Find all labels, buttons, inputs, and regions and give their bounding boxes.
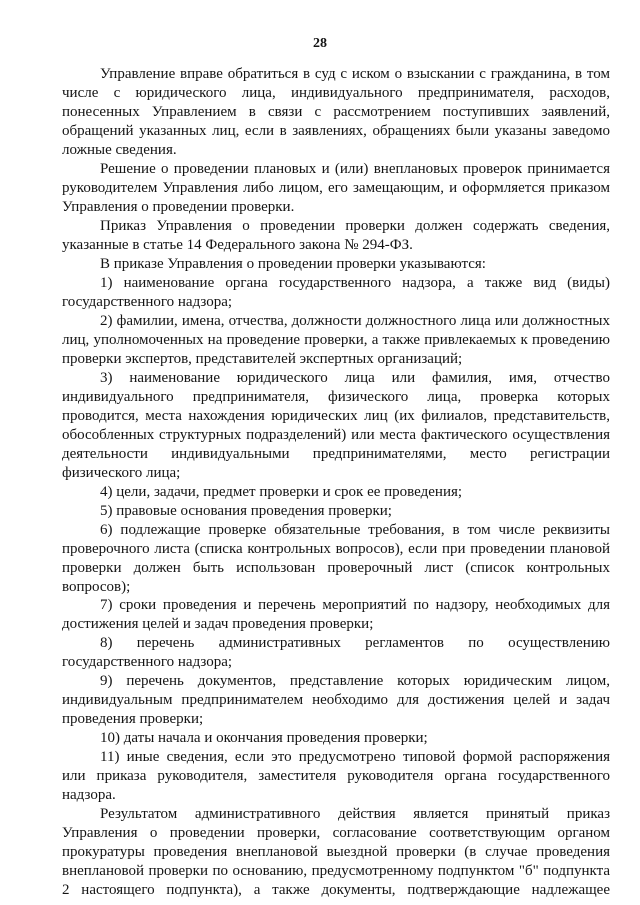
text-line: физического лица;	[62, 464, 181, 481]
text-line: руководителем Управления либо лицом, его замещающим, и оформляется приказом	[62, 179, 610, 196]
text-line: 9) перечень документов, представление которых юридическим лицом,	[100, 673, 610, 690]
text-line: ложные сведения.	[62, 141, 177, 158]
text-line: 4) цели, задачи, предмет проверки и срок ее проведения;	[100, 483, 463, 500]
text-line: деятельности индивидуальными предпринимателями, место регистрации	[62, 445, 610, 462]
text-line: достижения целей и задач проведения проверки;	[62, 616, 374, 633]
text-line: Решение о проведении плановых и (или) внеплановых проверок принимается	[100, 160, 610, 177]
text-line: проверочного листа (списка контрольных вопросов), если при проведении плановой	[62, 540, 610, 557]
text-line: 2) фамилии, имена, отчества, должности должностного лица или должностных	[100, 312, 610, 329]
text-line: проводится, места нахождения юридических лиц (их филиалов, представительств,	[62, 407, 610, 424]
text-line: 5) правовые основания проведения проверки;	[100, 502, 392, 519]
text-line: 11) иные сведения, если это предусмотрено типовой формой распоряжения	[100, 749, 610, 766]
text-line: 1) наименование органа государственного надзора, а также вид (виды)	[100, 274, 610, 291]
text-line: Приказ Управления о проведении проверки должен содержать сведения,	[100, 217, 610, 234]
text-line: Управление вправе обратиться в суд с иском о взыскании с гражданина, в том	[100, 66, 610, 82]
text-line: проверки экспертов, представителей экспертных организаций;	[62, 350, 463, 367]
text-line: проверки должен быть использован проверочный лист (список контрольных	[62, 559, 610, 576]
text-line: или приказа руководителя, заместителя руководителя органа государственного	[62, 768, 610, 785]
text-line: В приказе Управления о проведении проверки указываются:	[100, 255, 486, 272]
text-line: указанные в статье 14 Федерального закона № 294-ФЗ.	[62, 236, 413, 253]
text-line: проведения проверки;	[62, 711, 204, 728]
text-line: 3) наименование юридического лица или фамилия, имя, отчество	[100, 369, 610, 386]
text-line: 2 настоящего подпункта), а также документы, подтверждающие надлежащее	[62, 882, 610, 899]
text-line: Результатом административного действия является принятый приказ	[100, 806, 610, 823]
text-line: государственного надзора;	[62, 654, 233, 671]
text-line: индивидуальным предпринимателем необходимо для достижения целей и задач	[62, 692, 610, 709]
text-line: Управления о проведении проверки.	[62, 198, 295, 215]
page-number: 28	[313, 36, 327, 51]
text-line: 7) сроки проведения и перечень мероприятий по надзору, необходимых для	[100, 597, 610, 614]
text-line: числе с юридического лица, индивидуального предпринимателя, расходов,	[62, 85, 610, 101]
text-line: индивидуального предпринимателя, физического лица, проверка которых	[62, 388, 610, 405]
text-line: обособленных структурных подразделений) или места фактического осуществления	[62, 426, 610, 443]
text-line: понесенных Управлением в связи с рассмотрением поступивших заявлений,	[62, 104, 610, 120]
text-line: 8) перечень административных регламентов по осуществлению	[100, 635, 610, 652]
text-line: Управления о проведении проверки, согласование соответствующим органом	[62, 825, 610, 842]
text-line: обращений указанных лиц, если в заявлениях, обращениях были указаны заведомо	[62, 122, 610, 139]
text-line: 6) подлежащие проверке обязательные требования, в том числе реквизиты	[100, 521, 610, 538]
text-line: 10) даты начала и окончания проведения проверки;	[100, 730, 428, 747]
text-line: лиц, уполномоченных на проведение проверки, а также привлекаемых к проведению	[62, 331, 610, 348]
text-line: прокуратуры проведения внеплановой выездной проверки (в случае проведения	[62, 844, 610, 861]
text-line: внеплановой проверки по основанию, предусмотренному подпунктом "б" подпункта	[62, 863, 610, 880]
text-line: вопросов);	[62, 578, 131, 595]
text-line: государственного надзора;	[62, 293, 233, 310]
text-line: надзора.	[62, 787, 116, 804]
